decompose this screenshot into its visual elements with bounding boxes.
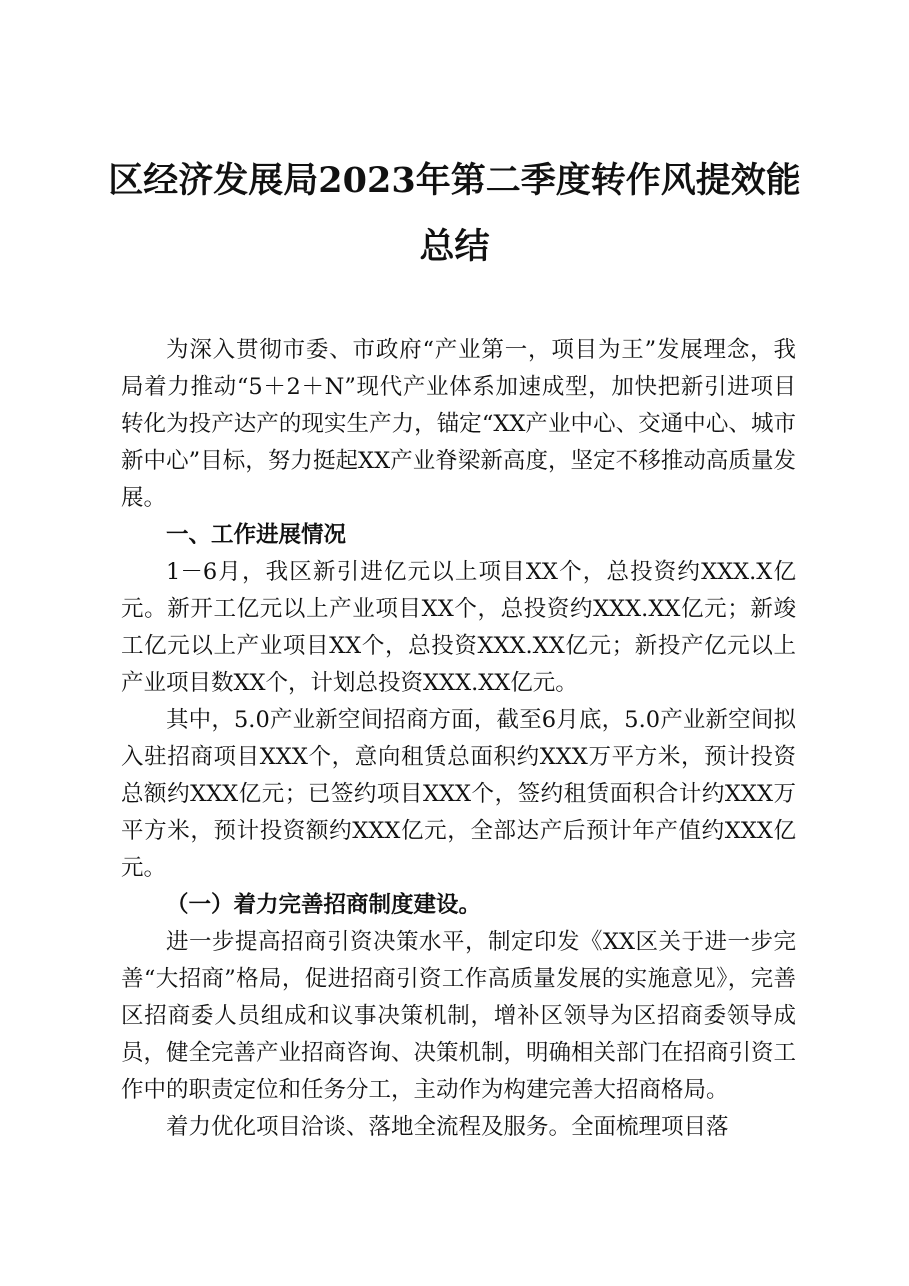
- intro-paragraph: 为深入贯彻市委、市政府“产业第一，项目为王”发展理念，我局着力推动“5＋2＋N”现代产业体系加速成型，加快把新引进项目转化为投产达产的现实生产力，锚定“XX产业中心、交通中心、城市新中心”目标，努力挺起XX产业脊梁新高度，坚定不移推动高质量发展。: [121, 337, 796, 511]
- progress-paragraph: 1－6月，我区新引进亿元以上项目XX个，总投资约XXX.X亿元。新开工亿元以上产业项目XX个，总投资约XXX.XX亿元；新竣工亿元以上产业项目XX个，总投资XXX.XX亿元；新投产亿元以上产业项目数XX个，计划总投资XXX.XX亿元。: [121, 559, 796, 696]
- industry-space-paragraph: 其中，5.0产业新空间招商方面，截至6月底，5.0产业新空间拟入驻招商项目XXX个，意向租赁总面积约XXX万平方米，预计投资总额约XXX亿元；已签约项目XXX个，签约租赁面积合计约XXX万平方米，预计投资额约XXX亿元，全部达产后预计年产值约XXX亿元。: [121, 707, 796, 881]
- project-service-paragraph: 着力优化项目洽谈、落地全流程及服务。全面梳理项目落: [166, 1114, 729, 1140]
- document-body: [121, 332, 796, 1146]
- document-title: 区经济发展局2023年第二季度转作风提效能: [108, 160, 801, 201]
- document-title-continuation: 总结: [419, 226, 490, 267]
- section-heading-work-progress: 一、工作进展情况: [166, 522, 347, 548]
- investment-system-paragraph: 进一步提高招商引资决策水平，制定印发《XX区关于进一步完善“大招商”格局，促进招商引资工作高质量发展的实施意见》，完善区招商委人员组成和议事决策机制，增补区领导为区招商委领导成员，健全完善产业招商咨询、决策机制，明确相关部门在招商引资工作中的职责定位和任务分工，主动作为构建完善大招商格局。: [121, 929, 797, 1103]
- subsection-heading-investment-system: （一）着力完善招商制度建设。: [166, 892, 482, 918]
